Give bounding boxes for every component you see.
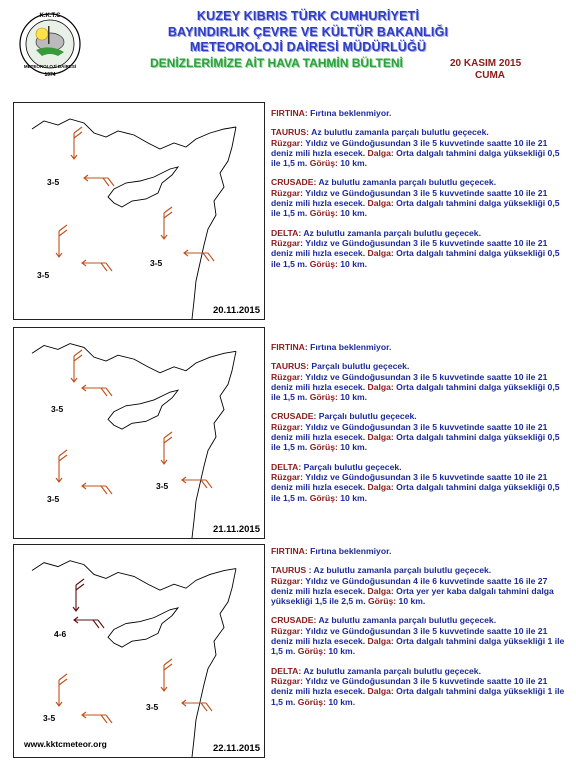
wind-barb-icon [161, 207, 172, 239]
region-visibility: 10 km. [398, 596, 426, 607]
wind-label: Rüzgar: [271, 237, 303, 248]
region-wind: Yıldız ve Gündoğusundan 3 ile 5 kuvvetinde saatte 10 ile 21 deniz mili hızla esecek. [271, 237, 548, 259]
storm-line [271, 342, 571, 352]
region-visibility: 10 km. [340, 442, 368, 453]
storm-text: Fırtına beklenmiyor. [310, 546, 392, 556]
region-sky: Az bulutlu zamanla parçalı bulutlu geçecek. [311, 127, 489, 138]
wind-barb-icon [184, 250, 214, 261]
wave-label: Dalga: [367, 381, 394, 392]
header-department: METEOROLOJİ DAİRESİ MÜDÜRLÜĞÜ [189, 40, 427, 54]
region-crusade [271, 411, 571, 452]
region-name: DELTA: [271, 227, 302, 238]
logo-bottom-text: METEOROLOJİ DAİRESİ [23, 64, 77, 69]
region-name: CRUSADE: [271, 615, 317, 626]
region-wind: Yıldız ve Gündoğusundan 3 ile 5 kuvvetinde saatte 10 ile 21 deniz mili hızla esecek. [271, 471, 548, 493]
region-visibility: 10 km. [340, 392, 368, 403]
region-sky: Az bulutlu zamanla parçalı bulutlu geçecek. [318, 177, 497, 188]
wave-height-label: 3-5 [47, 494, 60, 504]
storm-text: Fırtına beklenmiyor. [310, 342, 392, 352]
region-crusade [271, 177, 571, 218]
wind-label: Rüzgar: [271, 675, 303, 686]
wind-barb-icon [73, 579, 84, 611]
forecast-text [271, 342, 571, 512]
visibility-label: Görüş: [309, 442, 338, 453]
wind-barb-icon [82, 483, 112, 494]
storm-label: FIRTINA: [271, 108, 308, 118]
wind-barb-icon [71, 127, 82, 159]
region-sky: Az bulutlu zamanla parçalı bulutlu geçecek. [303, 665, 481, 676]
wind-barb-icon [82, 712, 112, 723]
visibility-label: Görüş: [309, 492, 338, 503]
wave-label: Dalga: [367, 686, 394, 697]
region-visibility: 10 km. [328, 696, 356, 707]
wave-height-label: 3-5 [150, 258, 163, 268]
wind-barb-icon [161, 432, 172, 464]
region-sky: : Az bulutlu zamanla parçalı bulutlu geçecek. [308, 565, 492, 576]
forecast-map-panel [13, 544, 265, 758]
region-wave: Orta dalgalı tahmini dalga yüksekliği 0,5 ile 1,5 m. [271, 248, 560, 269]
bulletin-date: 20 KASIM 2015 [450, 58, 522, 69]
region-visibility: 10 km. [340, 208, 368, 219]
forecast-map-panel [13, 102, 265, 320]
region-visibility: 10 km. [340, 258, 368, 269]
wind-barb-icon [161, 659, 172, 691]
wind-barb-icon [82, 385, 112, 396]
wave-label: Dalga: [367, 432, 394, 443]
wind-barbs [14, 545, 264, 757]
logo-top-text: K.K.T.C [39, 13, 61, 19]
header-ministry: BAYINDIRLIK ÇEVRE VE KÜLTÜR BAKANLIĞI [167, 25, 449, 39]
storm-label: FIRTINA: [271, 342, 308, 352]
visibility-label: Görüş: [309, 392, 338, 403]
website-link[interactable]: www.kktcmeteor.org [24, 739, 107, 749]
region-visibility: 10 km. [340, 158, 368, 169]
wind-barb-icon [74, 617, 104, 628]
wind-label: Rüzgar: [271, 137, 303, 148]
wind-barb-icon [56, 450, 67, 482]
wave-label: Dalga: [367, 248, 394, 259]
region-name: TAURUS [271, 565, 307, 576]
region-name: DELTA: [271, 461, 302, 472]
visibility-label: Görüş: [309, 208, 338, 219]
region-wind: Yıldız ve Gündoğusundan 3 ile 5 kuvvetinde saatte 10 ile 21 deniz mili hızla esecek. [271, 675, 548, 697]
region-wind: Yıldız ve Gündoğusundan 4 ile 6 kuvvetinde saatte 16 ile 27 deniz mili hızla esecek. [271, 575, 548, 596]
bulletin-weekday: CUMA [475, 70, 505, 81]
region-wind: Yıldız ve Gündoğusundan 3 ile 5 kuvvetinde saatte 10 ile 21 deniz mili hızla esecek. [271, 625, 548, 647]
region-wind: Yıldız ve Gündoğusundan 3 ile 5 kuvvetinde saatte 10 ile 21 deniz mili hızla esecek. [271, 371, 548, 392]
wind-label: Rüzgar: [271, 187, 303, 198]
storm-line [271, 546, 571, 556]
wind-barbs [14, 103, 264, 319]
wind-barb-icon [182, 700, 212, 711]
region-wind: Yıldız ve Gündoğusundan 3 ile 5 kuvvetinde saatte 10 ile 21 deniz mili hızla esecek. [271, 421, 548, 443]
region-delta [271, 666, 571, 707]
region-taurus [271, 361, 571, 402]
region-wind: Yıldız ve Gündoğusundan 3 ile 5 kuvvetinde saatte 10 ile 21 deniz mili hızla esecek. [271, 137, 548, 158]
wave-height-label: 3-5 [47, 177, 60, 187]
region-wave: Orta yer yer kaba dalgalı tahmini dalga yüksekliği 1,5 ile 2,5 m. [271, 585, 554, 607]
wave-height-label: 3-5 [51, 404, 64, 414]
region-visibility: 10 km. [340, 492, 368, 503]
region-delta [271, 228, 571, 269]
wind-label: Rüzgar: [271, 625, 303, 636]
region-sky: Az bulutlu zamanla parçalı bulutlu geçecek. [303, 227, 481, 238]
region-sky: Parçalı bulutlu geçecek. [318, 411, 417, 422]
region-sky: Parçalı bulutlu geçecek. [311, 361, 410, 372]
region-delta [271, 462, 571, 503]
wave-label: Dalga: [367, 482, 394, 493]
region-wave: Orta dalgalı tahmini dalga yüksekliği 1 ile 1,5 m. [271, 636, 565, 657]
wave-height-label: 3-5 [43, 713, 56, 723]
wind-label: Rüzgar: [271, 421, 303, 432]
forecast-date: 20.11.2015 [212, 305, 260, 316]
region-wind: Yıldız ve Gündoğusundan 3 ile 5 kuvvetinde saatte 10 ile 21 deniz mili hızla esecek. [271, 187, 548, 209]
wind-label: Rüzgar: [271, 371, 303, 382]
forecast-date: 21.11.2015 [212, 524, 260, 535]
region-name: TAURUS: [271, 361, 310, 372]
wave-label: Dalga: [367, 147, 394, 158]
region-wave: Orta dalgalı tahmini dalga yüksekliği 0,5 ile 1,5 m. [271, 432, 560, 453]
wind-label: Rüzgar: [271, 575, 303, 586]
region-crusade [271, 615, 571, 656]
visibility-label: Görüş: [309, 258, 338, 269]
visibility-label: Görüş: [297, 696, 326, 707]
storm-text: Fırtına beklenmiyor. [310, 108, 392, 118]
region-name: TAURUS: [271, 127, 310, 138]
wind-barb-icon [182, 477, 212, 488]
region-wave: Orta dalgalı tahmini dalga yüksekliği 0,5 ile 1,5 m. [271, 198, 560, 219]
wind-barb-icon [56, 674, 67, 706]
wind-barb-icon [71, 350, 82, 382]
logo-year: 1974 [44, 72, 56, 78]
forecast-map-panel [13, 327, 265, 539]
storm-label: FIRTINA: [271, 546, 308, 556]
wave-height-label: 3-5 [146, 702, 159, 712]
wave-height-label: 4-6 [54, 629, 67, 639]
region-name: CRUSADE: [271, 411, 317, 422]
wind-barb-icon [82, 260, 112, 271]
wave-label: Dalga: [367, 585, 394, 596]
wave-height-label: 3-5 [156, 481, 169, 491]
forecast-date: 22.11.2015 [212, 743, 260, 754]
wind-barb-icon [56, 225, 67, 257]
forecast-text [271, 108, 571, 278]
visibility-label: Görüş: [309, 158, 338, 169]
storm-line [271, 108, 571, 118]
region-wave: Orta dalgalı tahmini dalga yüksekliği 1 ile 1,5 m. [271, 686, 565, 707]
bulletin-title: DENİZLERİMİZE AİT HAVA TAHMİN BÜLTENİ [150, 56, 403, 70]
wave-label: Dalga: [367, 636, 394, 647]
region-wave: Orta dalgalı tahmini dalga yüksekliği 0,5 ile 1,5 m. [271, 381, 560, 403]
region-taurus [271, 127, 571, 168]
region-name: DELTA: [271, 665, 302, 676]
wave-height-label: 3-5 [37, 270, 50, 280]
wave-label: Dalga: [367, 198, 394, 209]
visibility-label: Görüş: [367, 596, 397, 607]
forecast-text [271, 546, 571, 716]
region-visibility: 10 km. [328, 646, 356, 657]
region-wave: Orta dalgalı tahmini dalga yüksekliği 0,5 ile 1,5 m. [271, 482, 560, 503]
region-wave: Orta dalgalı tahmini dalga yüksekliği 0,5 ile 1,5 m. [271, 147, 560, 169]
wind-barbs [14, 328, 264, 538]
region-taurus [271, 565, 571, 606]
header-republic: KUZEY KIBRIS TÜRK CUMHURİYETİ [196, 9, 420, 23]
wind-label: Rüzgar: [271, 471, 303, 482]
visibility-label: Görüş: [297, 646, 326, 657]
region-sky: Az bulutlu zamanla parçalı bulutlu geçecek. [318, 615, 497, 626]
region-sky: Parçalı bulutlu geçecek. [303, 461, 402, 472]
wind-barb-icon [84, 175, 114, 186]
region-name: CRUSADE: [271, 177, 317, 188]
